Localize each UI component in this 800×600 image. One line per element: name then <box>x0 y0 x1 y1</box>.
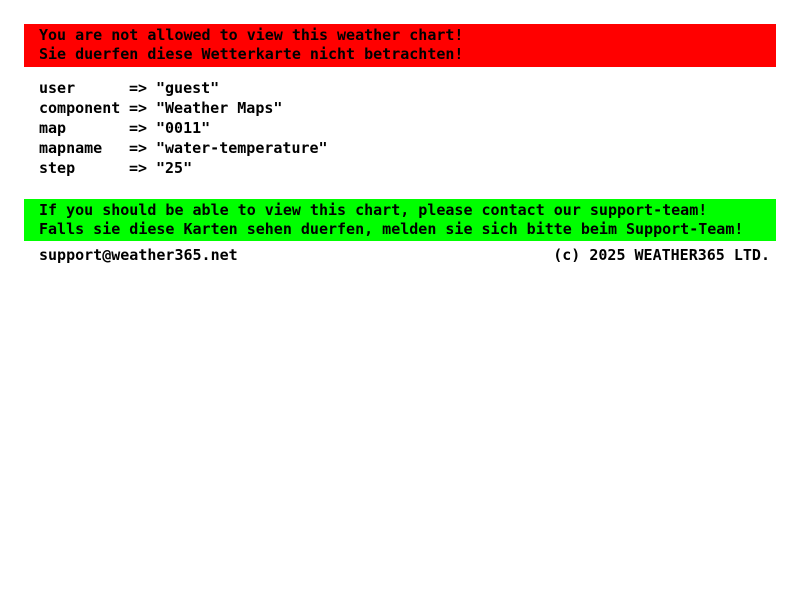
detail-key: user <box>39 79 76 97</box>
detail-row-map <box>39 118 328 138</box>
detail-key: map <box>39 119 67 137</box>
detail-row-step <box>39 158 328 178</box>
access-denied-line-de: Sie duerfen diese Wetterkarte nicht betrachten! <box>39 45 464 63</box>
support-email: support@weather365.net <box>39 246 238 264</box>
detail-key: step <box>39 159 76 177</box>
access-denied-line-en: You are not allowed to view this weather chart! <box>39 26 464 44</box>
detail-arrow: => <box>129 99 148 117</box>
copyright-notice: (c) 2025 WEATHER365 LTD. <box>553 246 770 264</box>
request-details <box>39 78 328 178</box>
detail-row-user <box>39 78 328 98</box>
detail-key: mapname <box>39 139 103 157</box>
detail-arrow: => <box>129 159 148 177</box>
detail-value: "0011" <box>156 119 211 137</box>
detail-key: component <box>39 99 121 117</box>
support-info-line-de: Falls sie diese Karten sehen duerfen, melden sie sich bitte beim Support-Team! <box>39 220 744 238</box>
detail-row-mapname <box>39 138 328 158</box>
support-info-line-en: If you should be able to view this chart, please contact our support-team! <box>39 201 708 219</box>
detail-arrow: => <box>129 79 148 97</box>
detail-row-component <box>39 98 328 118</box>
detail-arrow: => <box>129 119 148 137</box>
detail-value: "25" <box>156 159 193 177</box>
support-info-banner <box>24 199 776 241</box>
detail-arrow: => <box>129 139 148 157</box>
detail-value: "water-temperature" <box>156 139 328 157</box>
footer <box>39 248 770 263</box>
access-denied-banner <box>24 24 776 67</box>
detail-value: "Weather Maps" <box>156 99 283 117</box>
detail-value: "guest" <box>156 79 220 97</box>
